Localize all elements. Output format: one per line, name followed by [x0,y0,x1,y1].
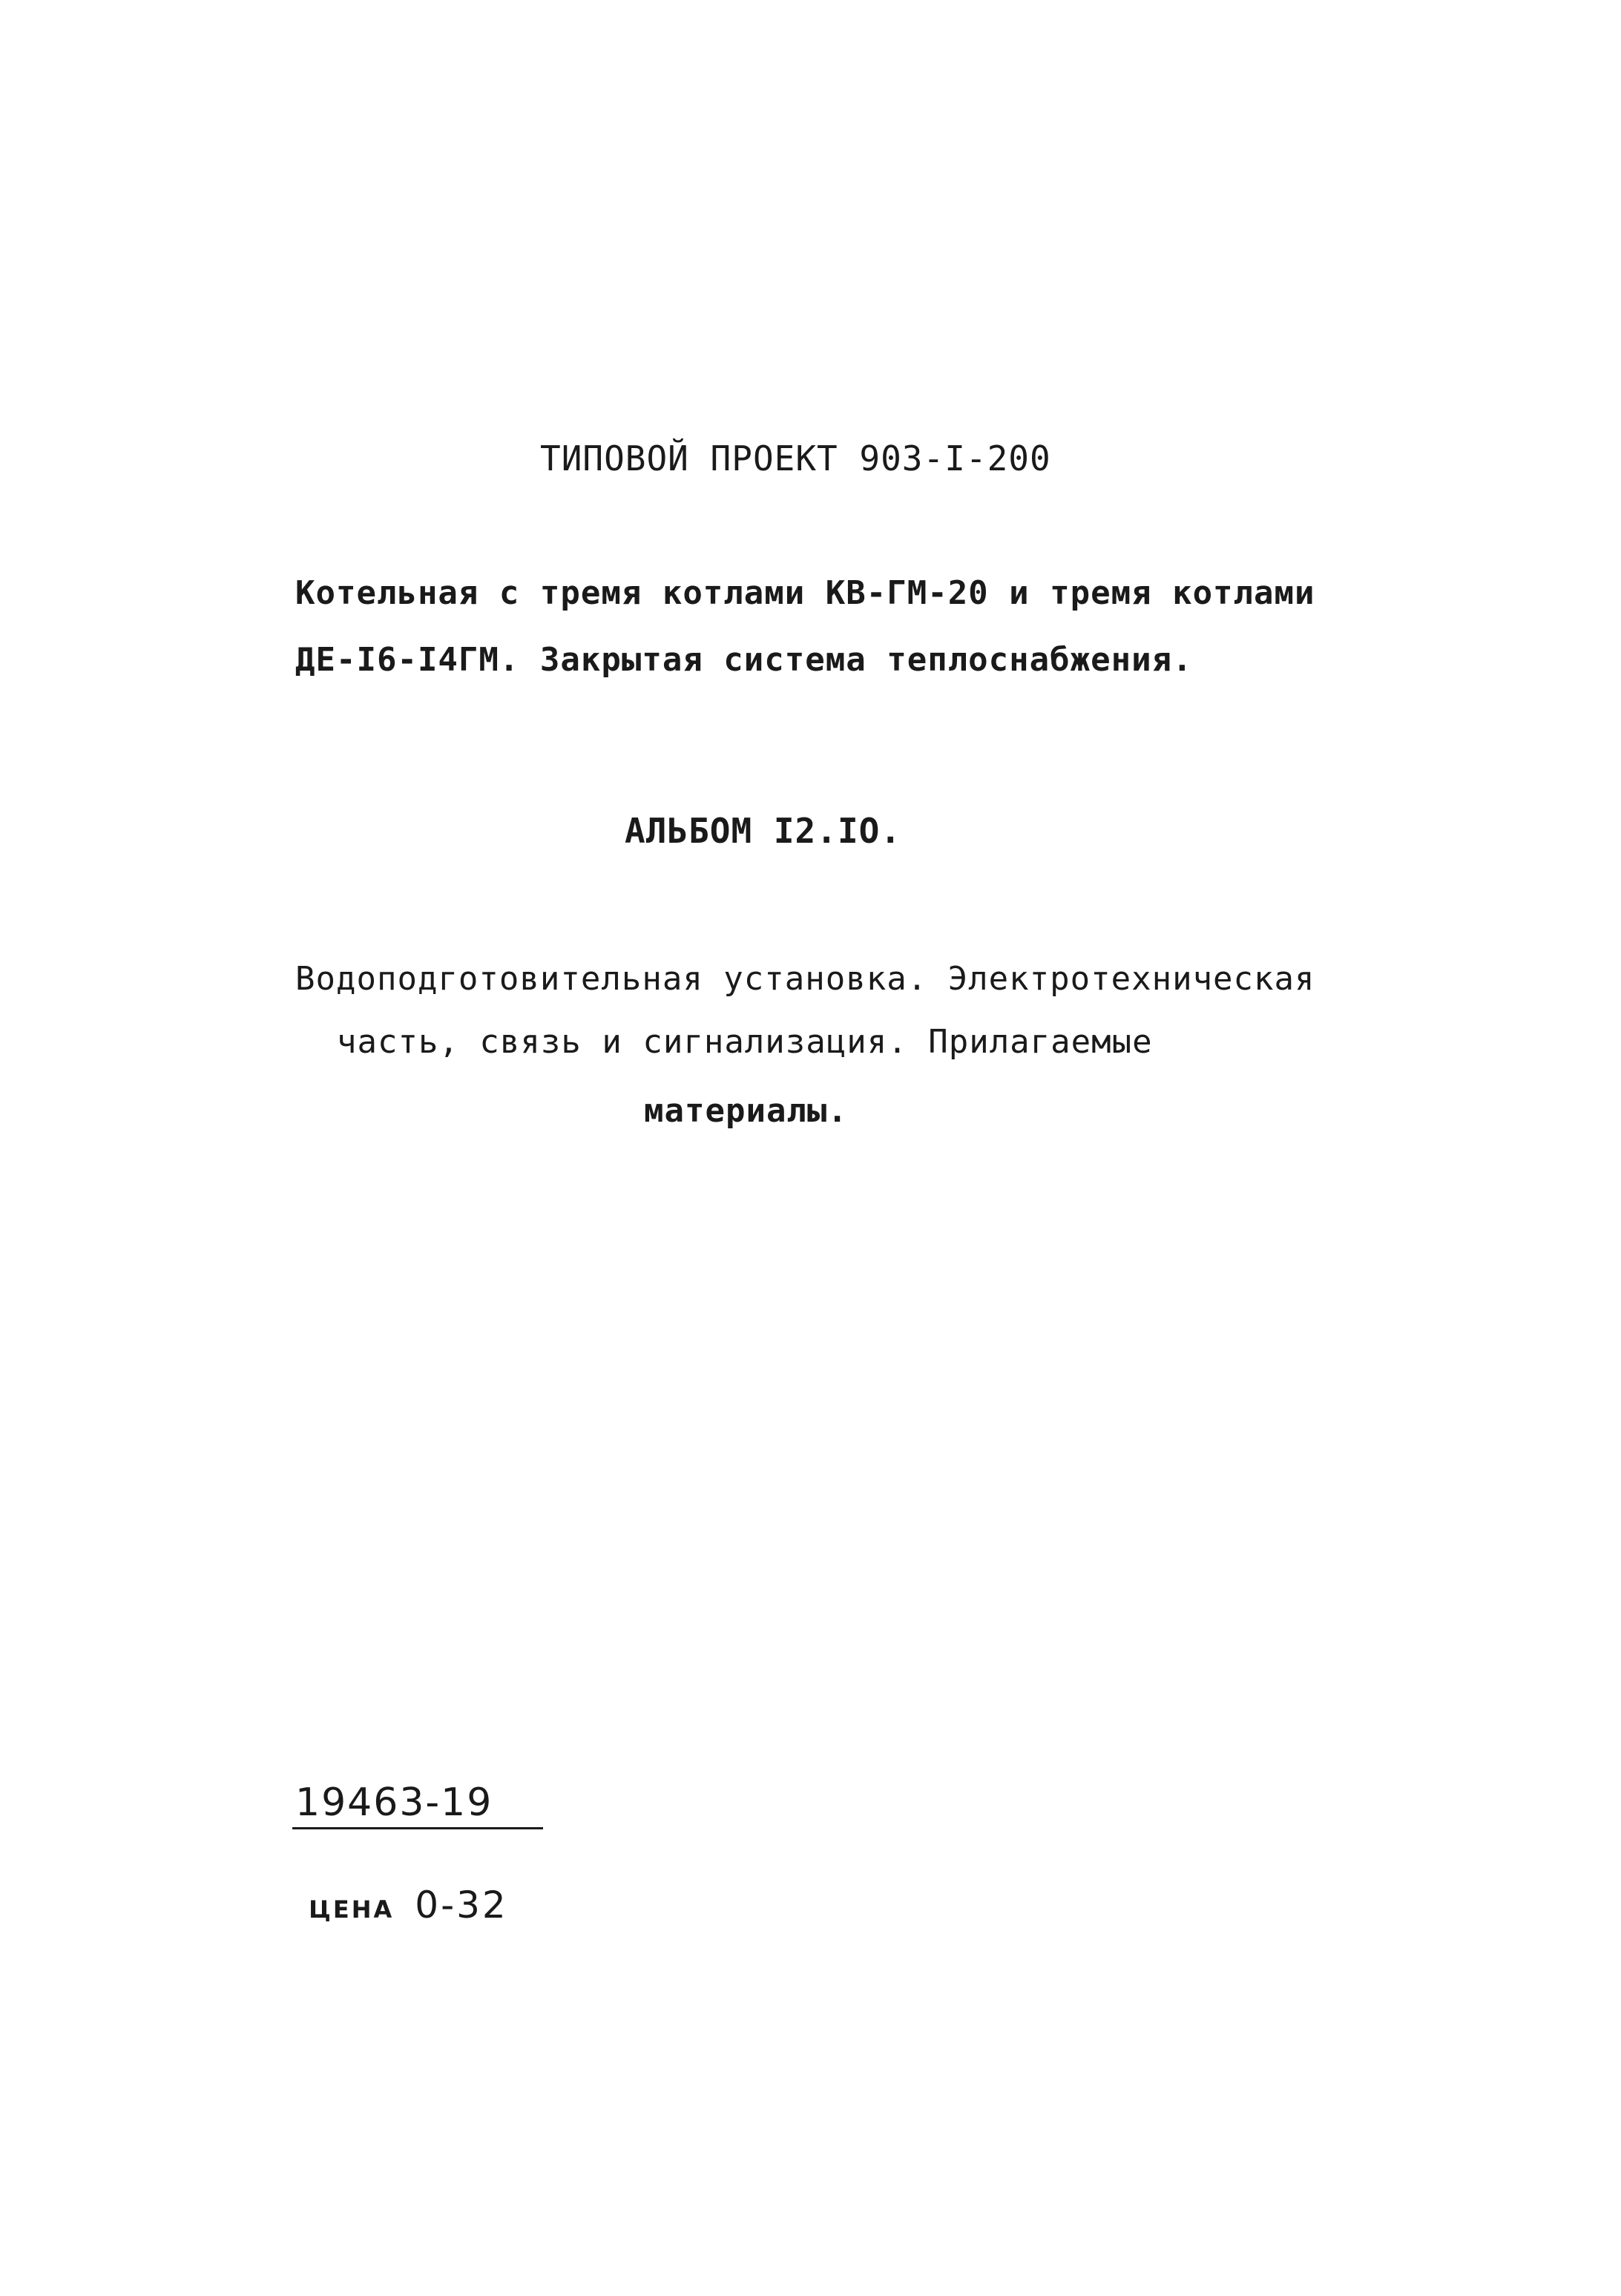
album-subtitle-line-1: Водоподготовительная установка. Электротехническая [295,960,1315,998]
inventory-number: 19463-19 [295,1780,493,1825]
project-description-line-1: Котельная с тремя котлами КВ-ГМ-20 и тремя котлами [295,574,1315,612]
price-value: 0-32 [415,1884,508,1927]
project-description-line-2: ДЕ-I6-I4ГМ. Закрытая система теплоснабжения. [295,641,1193,679]
document-title: ТИПОВОЙ ПРОЕКТ 903-I-200 [540,438,1051,478]
stamp-divider [292,1827,543,1829]
album-subtitle-line-2: часть, связь и сигнализация. Прилагаемые [337,1023,1153,1061]
price-label: ЦЕНА [309,1895,395,1924]
album-subtitle-line-3: материалы. [644,1092,848,1130]
album-label: АЛЬБОМ I2.IO. [625,811,902,851]
price-stamp [301,1838,508,1936]
